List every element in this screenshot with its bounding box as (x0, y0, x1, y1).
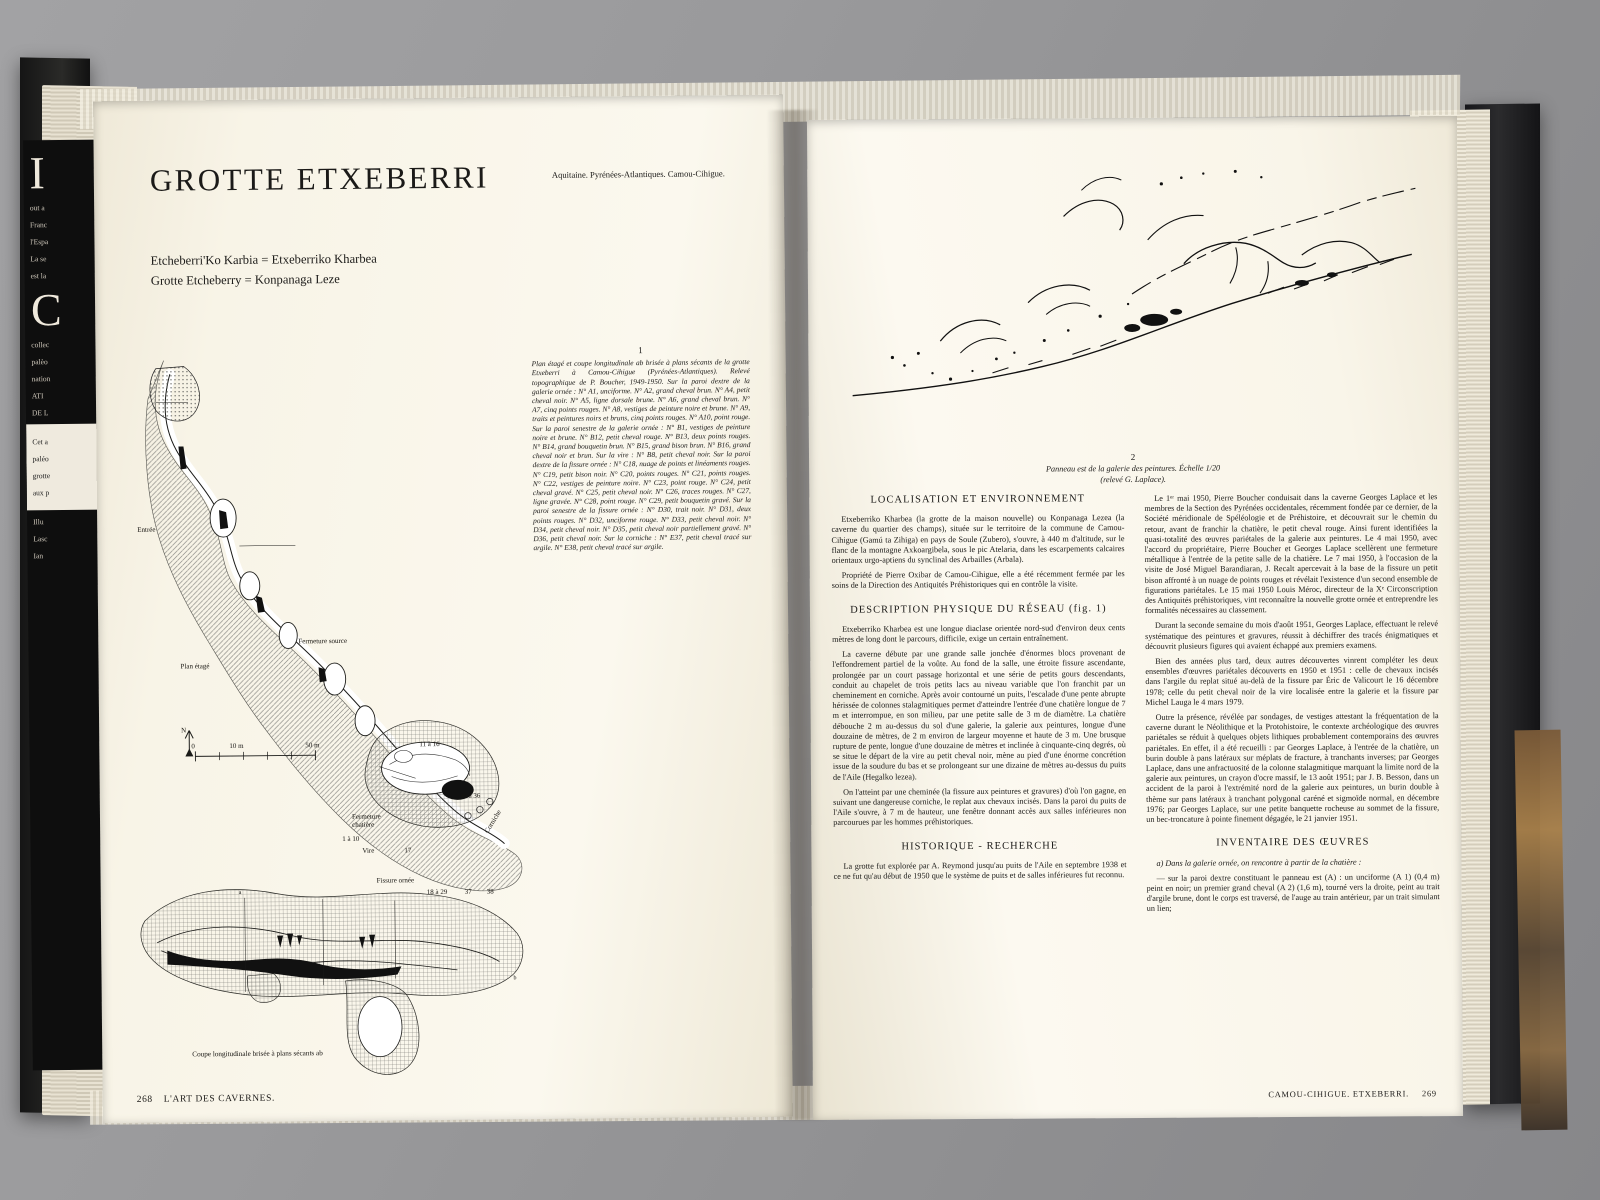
flap-line-4: La se (30, 254, 47, 264)
map-label-entree: Entrée (137, 525, 156, 534)
para-loc-1: Etxeberriko Kharbea (la grotte de la maison nouvelle) ou Konpanaga Lezea (la caverne du quartier des champs), située sur le territoire de la commune de Camou-Cihigue (Gamú ta Zihiga) en pays de Soule (Zubero), s'ouvre, à 440 m d'altitude, sur le flanc de la montagne Axkoargibela, sous le pic Atelaria, dans les escarpements calcaires orientaux urgo-aptiens du synclinal des Arbailles (Arbala). (831, 513, 1125, 565)
para-loc-2: Propriété de Pierre Oxibar de Camou-Cihigue, elle a été récemment fermée par les soins de la Direction des Antiquités Préhistoriques qui en contrôle la visite. (831, 569, 1125, 591)
right-page-column-right (1144, 492, 1441, 1084)
flap-l2-1: Cet a (32, 437, 48, 447)
map-label-north: N (181, 726, 187, 735)
flap-block-line-3: nation (31, 374, 51, 384)
right-page (807, 116, 1463, 1120)
section-caption: Coupe longitudinale brisée à plans sécants ab (192, 1049, 323, 1059)
map-label-fermeture-source: Fermeture source (298, 636, 348, 646)
para-r-4: Outre la présence, révélée par sondages, de vestiges attestant la fréquentation de la caverne durant le Néolithique et la Protohistoire, le contexte archéologique des œuvres pariétales se réduit à quelques objets lithiques probablement contemporains des œuvres pariétales. En effet, il a été recueilli : par Georges Laplace, à l'entrée de la chatière, un burin double à pans latéraux sur méplats de fracture, à tranchants inverses; par Georges Laplace, dans une anfractuosité de la colonne stalagmitique marquant la limite nord de la galerie aux peintures, un crayon d'ocre massif, le 13 août 1951; par J. B. Besson, dans un accident de la paroi à l'extrémité nord de la galerie aux peintures, un burin double à thème sur pans latéraux à tranchant polygonal caréné et sigmoïde normal, en décembre 1976; par Georges Laplace, sur une petite banquette rocheuse au sommet de la fissure, un bec-troncature à pointe finement dégagée, le 21 janvier 1951. (1145, 711, 1440, 825)
left-folio-title: L'ART DES CAVERNES. (163, 1093, 275, 1105)
map-label-38: 38 (486, 887, 494, 896)
para-r-1: Le 1ᵉʳ mai 1950, Pierre Boucher conduisait dans la caverne Georges Laplace et les membres de la Section des Pyrénées occidentales, récemment fondée par ce dernier, de la Société méridionale de Spéléologie et de Préhistoire, et découvrait sur le chemin du retour, avant de franchir la chatière, le petit cheval rouge. Ainsi furent identifiées la quasi-totalité des œuvres pariétales de la galerie aux peintures. Le 4 mai 1950, avec l'accord du propriétaire, Pierre Boucher et Georges Laplace scellèrent une fermeture métallique à l'entrée de la petite salle de la chatière. Le 7 mai 1950, à l'occasion de la visite de José Miguel Barandiaran, J. Recalt apercevait à la base de la fissure un petit bison affronté à un nuage de points rouges et révélait l'existence d'un second ensemble de figurations pariétales. Le 15 mai 1950 Louis Méroc, directeur de la Xᵉ Circonscription des Antiquités préhistoriques, vint reconnaître la nouvelle grotte ornée et entreprendre les formalités nécessaires au classement. (1144, 492, 1438, 616)
flap-line-5: est la (30, 271, 47, 281)
para-desc-1: Etxeberriko Kharbea est une longue diaclase orientée nord-sud d'environ deux cents mètres de long dont le parcours, difficile, exige un certain entraînement. (832, 622, 1126, 644)
map-label-30-36: 30 à 36 (459, 791, 481, 800)
flap-l2-2: paléo (32, 454, 49, 464)
map-label-17: 17 (404, 846, 412, 855)
page-title: GROTTE ETXEBERRI (149, 159, 489, 198)
para-r-3: Bien des années plus tard, deux autres découvertes vinrent compléter les deux ensembles d'œuvres pariétales découverts en 1950 et 1951 : celle de chevaux incisés dans l'argile du replat situé au-delà de la fissure par Éric de Valicourt le 16 décembre 1978; celle du petit cheval noir de la vire localisée entre la galerie et la fissure par Michel Lauga le 4 mars 1979. (1145, 655, 1439, 707)
flap-block-line-2: palèo (31, 357, 48, 367)
flap-l2-4: aux p (32, 488, 50, 498)
heading-inventaire: INVENTAIRE DES ŒUVRES (1216, 836, 1370, 849)
flap-block-line-5: DE L (31, 408, 49, 418)
alternate-names (151, 245, 755, 291)
left-folio (137, 1094, 275, 1105)
heading-historique: HISTORIQUE - RECHERCHE (901, 840, 1059, 853)
flap-line-2: Franc (29, 220, 48, 230)
panel-tracing-svg (831, 142, 1433, 446)
open-book (20, 40, 1540, 1160)
cave-plan-figure (126, 347, 533, 1111)
map-label-1-10: 1 à 10 (342, 834, 360, 843)
map-label-37: 37 (464, 887, 472, 896)
flap-block-line-4: ATI (31, 391, 44, 401)
flap-l2-3: grotte (32, 471, 51, 481)
flap-footer-1: Illu (33, 517, 44, 527)
svg-text:b: b (513, 975, 517, 982)
right-folio (1268, 1089, 1437, 1099)
left-page (93, 95, 793, 1124)
map-label-fissure-ornee: Fissure ornée (376, 876, 415, 885)
scale-tick-10: 10 m (229, 741, 244, 751)
flap-line-3: l'Espa (30, 237, 49, 247)
flap-light-block (26, 424, 99, 511)
para-r-2: Durant la seconde semaine du mois d'août 1951, Georges Laplace, effectuant le relevé systématique des peintures et gravures, réussit à déchiffrer des tracés énigmatiques et découvrit plusieurs figures qui avaient échappé aux premiers examens. (1145, 619, 1439, 651)
right-page-column-left (831, 494, 1128, 1086)
figure-1-caption: Plan étagé et coupe longitudinale ab brisée à plans sécants de la grotte Etxeberri à Camou-Cihigue (Pyrénées-Atlantiques). Relevé topographique de P. Boucher, 1949-1950. Sur la paroi dextre de la galerie ornée : N° A1, unciforme. N° A2, grand cheval brun. N° A4, petit cheval noir. N° A5, ligne dorsale brune. N° A6, grand cheval brun. N° A7, cinq points rouges. N° A8, vestiges de peinture noire et brune. N° A9, traits et peintures noirs et bruns, cinq points rouges. N° A10, point rouge. Sur la paroi senestre de la galerie ornée : N° B1, vestiges de peinture noire et brune. N° B12, petit cheval rouge. N° B13, deux points rouges. N° B14, grand bouquetin brun. N° B15, grand bison brun. N° B16, grand cheval noir et brun. Sur la vire : N° B8, petit cheval noir. Sur la paroi dextre de la fissure ornée : N° C18, nuage de points et linéaments rouges. N° C19, petit bison noir. N° C20, points rouges. N° C21, points rouges. N° C22, vestiges de peinture noire. N° C23, point rouge. N° C24, petit cheval gravé. N° C25, petit cheval noir. N° C26, traces rouges. N° C27, ligne gravée. N° C28, point rouge. N° C29, petit bouquetin gravé. Sur la paroi senestre de la fissure ornée : N° D30, trait noir. N° D31, deux points rouges. N° D32, unciforme rouge. N° D33, petit cheval noir. N° D34, petit cheval noir. N° D35, petit cheval noir partiellement gravé. N° D36, petit cheval noir. Sur la corniche : N° E37, petit cheval tracé sur argile. N° E38, petit cheval tracé sur argile. (531, 357, 752, 553)
flap-line-1: out a (29, 203, 45, 213)
figure-1-caption-block (531, 345, 751, 553)
inventory-lead: a) Dans la galerie ornée, on rencontre à partir de la chatière : (1156, 857, 1362, 868)
panel-tracing-figure (831, 142, 1433, 446)
flap-block-line-1: collec (31, 340, 50, 350)
para-desc-2: La caverne débute par une grande salle jonchée d'énormes blocs provenant de l'effondrement partiel de la voûte. Au fond de la salle, une étroite fissure ascendante, prolongée par un court passage horizontal et une série de petits gours descendants, conduit au chapelet de trois petits lacs au niveau variable que l'on franchit par un cheminement en corniche. Après avoir contourné un puits, l'escalade d'une pente abrupte hérissée de colonnes stalagmitiques permet d'atteindre l'entrée d'une chatière longue de 7 m et interrompue, en son milieu, par une petite salle de 3 m de diamètre. La chatière débouche 2 m au-dessus du sol d'une galerie, la galerie aux peintures, longue d'une douzaine de mètres, de 2 m environ de largeur moyenne et haute de 3 m. Une brusque rupture de pente, longue d'une douzaine de mètres et inclinée à cinquante-cinq degrés, où se situe le départ de la vire au petit cheval noir, mène au pied d'une énorme concrétion issue de la soudure du bas et se prolongeant sur une dizaine de mètres au-dessus du puits de l'Aile (Hegalko lezea). (832, 648, 1126, 782)
figure-2-caption-line2: (relevé G. Laplace). (1100, 474, 1166, 485)
adjacent-photo-edge (1515, 730, 1568, 1131)
map-label-vire: Vire (362, 846, 375, 855)
heading-localisation: LOCALISATION ET ENVIRONNEMENT (870, 493, 1086, 506)
flap-initial-c: C (30, 284, 62, 336)
map-label-plan-etage: Plan étagé (180, 662, 210, 671)
flap-initial-i: I (29, 147, 46, 199)
flap-footer-2: Lasc (33, 534, 48, 544)
cave-plan-svg (126, 347, 533, 1111)
para-hist-1: La grotte fut explorée par A. Reymond jusqu'au puits de l'Aile en septembre 1938 et ce ne fut qu'au début de 1950 que le système de puits et de salles inférieures fut reconnu. (833, 859, 1127, 881)
map-label-11-16: 11 à 16 (419, 740, 440, 749)
map-label-18-29: 18 à 29 (426, 887, 448, 897)
para-desc-3: On l'atteint par une cheminée (la fissure aux peintures et gravures) d'où l'on gagne, en suivant une dangereuse corniche, le replat aux chevaux incisés. Dans la paroi du puits de l'Aile s'ouvre, à 7 m de hauteur, une fenêtre donnant accès aux salles inférieures non parcourues par les hommes préhistoriques. (833, 785, 1127, 828)
alt-name-2: Grotte Etcheberry = Konpanaga Leze (150, 271, 340, 288)
right-folio-number: 269 (1421, 1089, 1437, 1099)
left-folio-number: 268 (136, 1094, 153, 1105)
figure-2-number: 2 (1130, 451, 1136, 463)
scale-tick-50: 50 m (305, 741, 320, 750)
alt-name-1: Etcheberri'Ko Karbia = Etxeberriko Kharbea (150, 251, 377, 268)
inventory-item-1: — sur la paroi dextre constituant le panneau est (A) : un unciforme (A 1) (0,4 m) peint en noir; un premier grand cheval (A 2) (1,6 m), tourné vers la droite, peint au trait d'argile brune, dont le corps est traversé, de l'auge au train antérieur, par un trait simulant un lien; (1146, 871, 1440, 914)
flap-footer-3: Ian (33, 551, 44, 561)
location-subtitle: Aquitaine. Pyrénées-Atlantiques. Camou-Cihigue. (551, 168, 725, 180)
map-label-corniche: Corniche (482, 808, 503, 835)
book-jacket-flap (23, 140, 105, 1071)
map-label-fermeture-chatiere: Fermeture chatière (351, 812, 381, 829)
figure-1-number: 1 (638, 345, 643, 356)
heading-description: DESCRIPTION PHYSIQUE DU RÉSEAU (fig. 1) (850, 602, 1107, 616)
figure-2-caption-block (833, 450, 1433, 487)
svg-text:a: a (238, 889, 242, 896)
scale-tick-0: 0 (191, 742, 195, 751)
figure-2-caption-line1: Panneau est de la galerie des peintures. Échelle 1/20 (1046, 463, 1221, 474)
right-folio-title: CAMOU-CIHIGUE. ETXEBERRI. (1268, 1089, 1410, 1100)
